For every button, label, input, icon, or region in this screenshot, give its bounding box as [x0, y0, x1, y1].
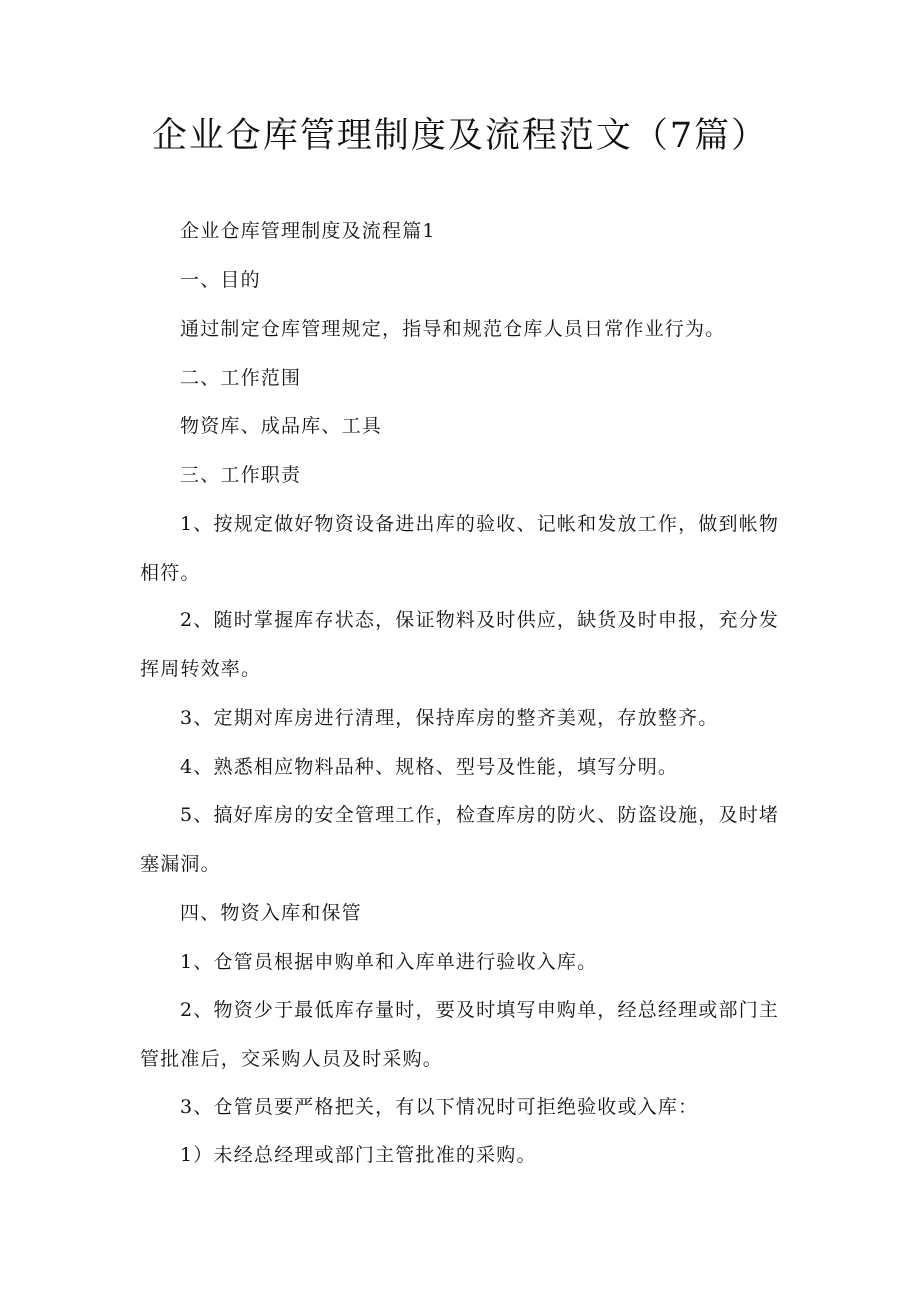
paragraph-line: 物资库、成品库、工具	[180, 415, 383, 437]
paragraph-line: 一、目的	[180, 269, 261, 291]
paragraph-line: 1、仓管员根据申购单和入库单进行验收入库。	[180, 951, 598, 973]
paragraph-line: 3、定期对库房进行清理，保持库房的整齐美观，存放整齐。	[180, 707, 719, 729]
paragraph-line: 1）未经总经理或部门主管批准的采购。	[180, 1144, 537, 1166]
paragraph-line: 挥周转效率。	[140, 658, 262, 680]
paragraph-line: 通过制定仓库管理规定，指导和规范仓库人员日常作业行为。	[180, 318, 726, 340]
paragraph-line: 相符。	[140, 562, 201, 584]
paragraph-line: 二、工作范围	[180, 367, 302, 389]
document-title: 企业仓库管理制度及流程范文（7篇）	[151, 116, 769, 156]
paragraph-line: 4、熟悉相应物料品种、规格、型号及性能，填写分明。	[180, 756, 679, 778]
paragraph-line: 2、物资少于最低库存量时，要及时填写申购单，经总经理或部门主	[180, 999, 780, 1021]
section-heading: 企业仓库管理制度及流程篇1	[180, 220, 436, 242]
paragraph-line: 四、物资入库和保管	[180, 902, 362, 924]
paragraph-line: 3、仓管员要严格把关，有以下情况时可拒绝验收或入库：	[180, 1096, 699, 1118]
paragraph-line: 管批准后，交采购人员及时采购。	[140, 1048, 444, 1070]
paragraph-line: 塞漏洞。	[140, 853, 221, 875]
paragraph-line: 2、随时掌握库存状态，保证物料及时供应，缺货及时申报，充分发	[180, 609, 780, 631]
paragraph-line: 5、搞好库房的安全管理工作，检查库房的防火、防盗设施，及时堵	[180, 804, 780, 826]
paragraph-line: 1、按规定做好物资设备进出库的验收、记帐和发放工作，做到帐物	[180, 513, 780, 535]
paragraph-line: 三、工作职责	[180, 464, 302, 486]
